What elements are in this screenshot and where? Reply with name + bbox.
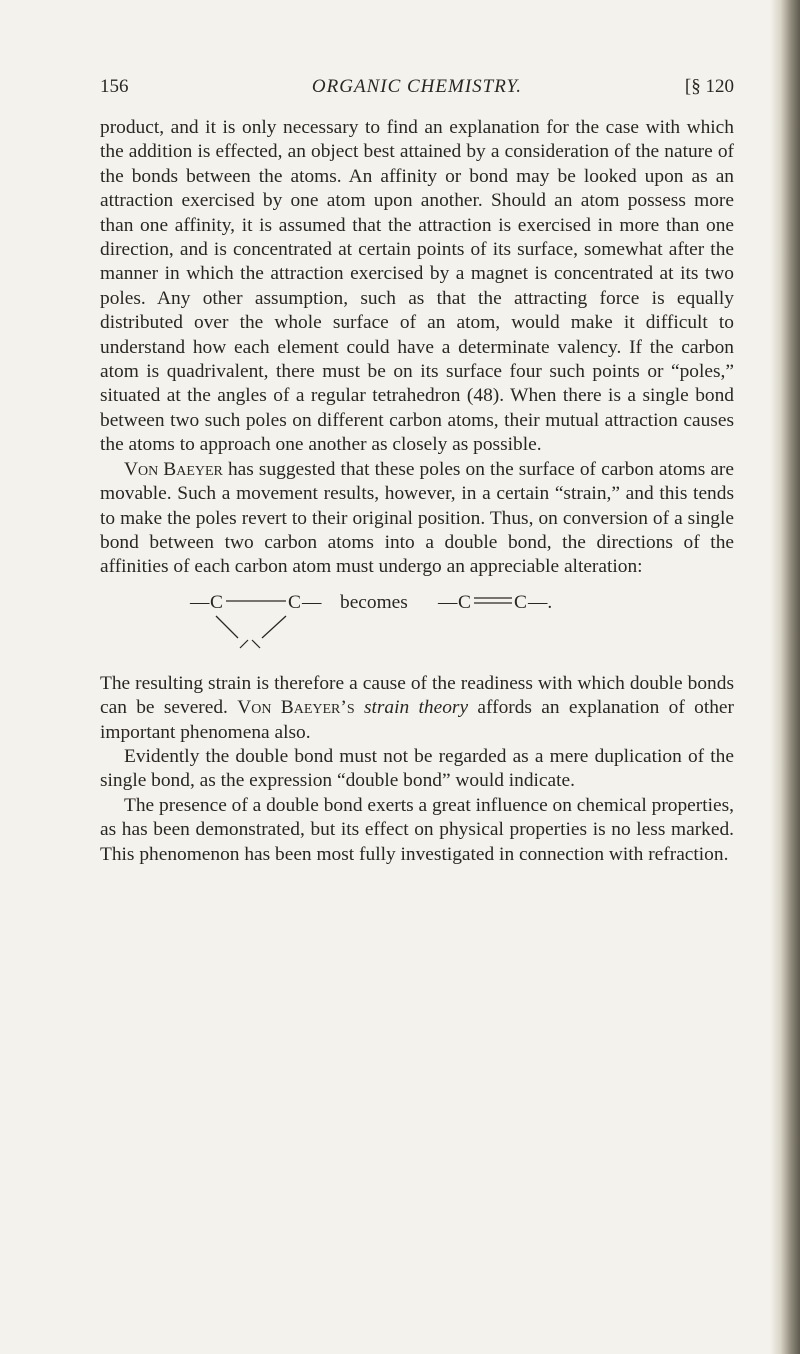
bent-bond-cross-right [252, 640, 260, 648]
paragraph-1: product, and it is only necessary to find an explanation for the case with which the addition is effected, an object best attained by a consideration of the nature of the bonds between the atoms. An affinity or bond may be looked upon as an attraction exercised by one atom upon another. Should an atom possess more than one affinity, it is assumed that the attraction is exercised in more than one direction, and is concentrated at certain points of its surface, somewhat after the manner in which the attraction exercised by a magnet is concentrated at its two poles. Any other assumption, such as that the attracting force is equally distributed over the whole surface of an atom, would make it difficult to understand how each element could have a determinate valency. If the carbon atom is quadrivalent, there must be on its surface four such points or “poles,” situated at the angles of a regular tetrahedron (48). When there is a single bond between two such poles on different carbon atoms, their mutual attraction causes the atoms to approach one another as closely as possible. [100, 117, 734, 456]
paragraph-3-end: affords an explanation of other important phenomena also. [100, 697, 734, 743]
paragraph-5: The presence of a double bond exerts a great influence on chemical properties, as has been demonstrated, but its effect on physical properties is no less marked. This phenomenon has been most fully investigated in connection with refraction. [100, 794, 735, 865]
formula-carbon-1: C [210, 591, 223, 613]
section-reference: [§ 120 [684, 76, 734, 97]
bond-formula [100, 584, 734, 672]
body-text [100, 116, 734, 867]
formula-carbon-4: C [514, 591, 527, 613]
formula-end: —. [528, 591, 553, 613]
page-number: 156 [100, 76, 129, 97]
formula-carbon-3: C [458, 591, 471, 613]
formula-left-dash: — [190, 591, 210, 613]
formula-becomes: becomes [340, 591, 408, 613]
paragraph-4: Evidently the double bond must not be regarded as a mere duplication of the single bond, as the expression “double bond” would indicate. [100, 745, 734, 792]
bent-bond-left-down [216, 616, 238, 638]
bent-bond-right-down [262, 616, 286, 638]
paragraph-3-space [355, 697, 364, 718]
paragraph-3-start: The resulting strain is therefore a cause of the readiness with which double bonds can be severed. [100, 672, 734, 719]
page-binding-shadow [770, 0, 800, 1354]
strain-theory-term: strain theory [363, 697, 469, 719]
bond-formula-diagram [100, 584, 734, 672]
bent-bond-cross-left [240, 640, 248, 648]
formula-carbon-2: C [288, 591, 301, 613]
page-header [100, 76, 734, 106]
author-name-possessive: Von Baeyer’s [237, 697, 355, 719]
paragraph-2-text: has suggested that these poles on the surface of carbon atoms are movable. Such a movement results, however, in a certain “strain,” and this tends to make the poles revert to their original position. Thus, on conversion of a single bond between two carbon atoms into a double bond, the directions of the affinities of each carbon atom must undergo an appreciable alteration: [100, 458, 734, 578]
paragraph-2 [100, 458, 734, 580]
paragraph-3 [100, 672, 734, 745]
running-title: ORGANIC CHEMISTRY. [311, 76, 523, 97]
author-name: Von Baeyer [124, 458, 223, 480]
formula-right-dash: — [302, 591, 322, 613]
formula-right-left-dash: — [438, 591, 458, 613]
